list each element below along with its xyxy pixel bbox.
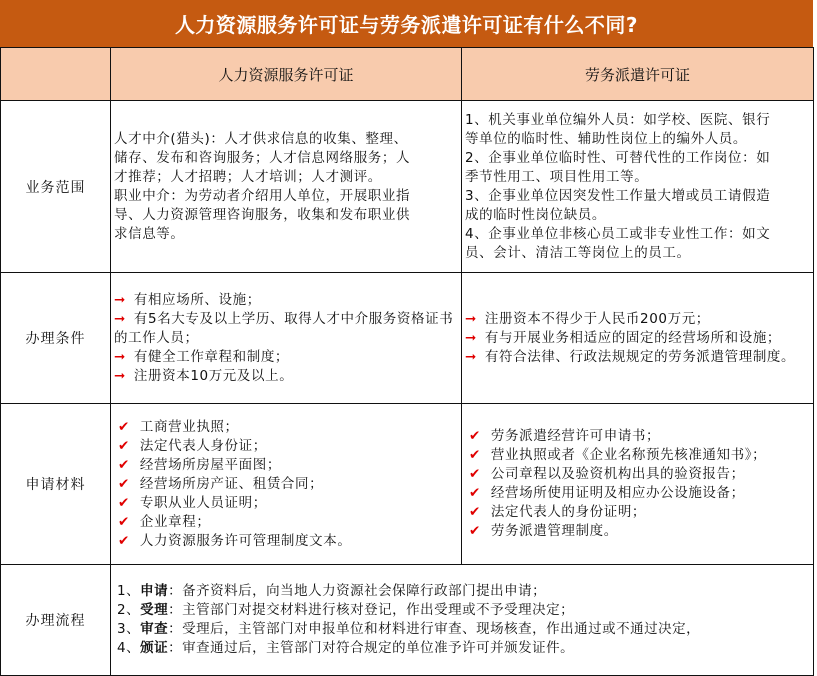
conditions-dispatch-cell bbox=[462, 273, 814, 404]
process-step: 3、审查：受理后，主管部门对申报单位和材料进行审查、现场核查，作出通过或不通过决定， bbox=[117, 621, 701, 637]
arrow-right-icon: ➞ bbox=[465, 348, 477, 365]
checkmark-icon: ✔ bbox=[118, 475, 130, 492]
list-item: ✔ 营业执照或者《企业名称预先核准通知书》； bbox=[469, 447, 767, 463]
text-line: 等单位的临时性、辅助性岗位上的编外人员。 bbox=[465, 130, 747, 147]
checkmark-icon: ✔ bbox=[469, 466, 481, 482]
checkmark-icon: ✔ bbox=[469, 485, 481, 501]
text-line: 3、企事业单位因突发性工作量大增或员工请假造 bbox=[465, 187, 771, 204]
text-line: 1、机关事业单位编外人员：如学校、医院、银行 bbox=[465, 111, 771, 128]
table-header-row bbox=[1, 48, 814, 101]
list-item: ✔ 经营场所使用证明及相应办公设施设备； bbox=[469, 485, 745, 501]
list-item: ✔ 经营场所房产证、租赁合同； bbox=[118, 475, 324, 492]
text-line: 2、企事业单位临时性、可替代性的工作岗位：如 bbox=[465, 149, 771, 166]
row-label: 业务范围 bbox=[1, 101, 111, 273]
conditions-hr-cell bbox=[111, 273, 462, 404]
list-item: ✔ 经营场所房屋平面图； bbox=[118, 456, 281, 473]
text-line: 成的临时性岗位缺员。 bbox=[465, 206, 606, 223]
text-line: 求信息等。 bbox=[114, 225, 185, 242]
step-name: 颁证 bbox=[140, 640, 169, 656]
checkmark-icon: ✔ bbox=[118, 418, 130, 435]
text-line: 才推荐；人才招聘；人才培训；人才测评。 bbox=[114, 168, 382, 185]
text-line: 导、人力资源管理咨询服务，收集和发布职业供 bbox=[114, 206, 411, 223]
checkmark-icon: ✔ bbox=[118, 513, 130, 530]
table-row-conditions bbox=[1, 273, 814, 404]
list-item: ➞ 有相应场所、设施； bbox=[114, 291, 261, 308]
header-dispatch-license: 劳务派遣许可证 bbox=[462, 48, 814, 101]
list-item: ✔ 人力资源服务许可管理制度文本。 bbox=[118, 532, 352, 549]
row-label: 办理流程 bbox=[1, 565, 111, 676]
materials-hr-cell bbox=[111, 404, 462, 565]
materials-dispatch-cell bbox=[462, 404, 814, 565]
step-name: 审查 bbox=[140, 621, 169, 637]
arrow-right-icon: ➞ bbox=[465, 329, 477, 346]
list-item: ➞ 有符合法律、行政法规规定的劳务派遣管理制度。 bbox=[465, 348, 796, 365]
list-item: ➞ 有与开展业务相适应的固定的经营场所和设施； bbox=[465, 329, 782, 346]
text-line: 季节性用工、项目性用工等。 bbox=[465, 168, 649, 185]
list-item: ✔ 工商营业执照； bbox=[118, 418, 239, 435]
row-label: 办理条件 bbox=[1, 273, 111, 404]
text-line: 储存、发布和咨询服务；人才信息网络服务；人 bbox=[114, 149, 411, 166]
process-step: 4、颁证：审查通过后，主管部门对符合规定的单位准予许可并颁发证件。 bbox=[117, 640, 575, 656]
table-row-process bbox=[1, 565, 814, 676]
process-step: 1、申请：备齐资料后，向当地人力资源社会保障行政部门提出申请； bbox=[117, 583, 547, 599]
text-line: 员、会计、清洁工等岗位上的员工。 bbox=[465, 244, 691, 261]
comparison-table bbox=[0, 47, 814, 676]
text-line: 职业中介：为劳动者介绍用人单位，开展职业指 bbox=[114, 187, 411, 204]
list-item: ✔ 专职从业人员证明； bbox=[118, 494, 267, 511]
page-title: 人力资源服务许可证与劳务派遣许可证有什么不同? bbox=[0, 0, 813, 47]
process-cell bbox=[111, 565, 814, 676]
checkmark-icon: ✔ bbox=[469, 428, 481, 444]
step-name: 申请 bbox=[140, 583, 169, 599]
arrow-right-icon: ➞ bbox=[114, 291, 126, 308]
list-item: ✔ 劳务派遣经营许可申请书； bbox=[469, 428, 661, 444]
header-hr-license: 人力资源服务许可证 bbox=[111, 48, 462, 101]
arrow-right-icon: ➞ bbox=[465, 310, 477, 327]
checkmark-icon: ✔ bbox=[469, 504, 481, 520]
arrow-right-icon: ➞ bbox=[114, 367, 126, 384]
checkmark-icon: ✔ bbox=[118, 532, 130, 549]
list-item: ✔ 企业章程； bbox=[118, 513, 211, 530]
process-step: 2、受理：主管部门对提交材料进行核对登记，作出受理或不予受理决定； bbox=[117, 602, 575, 618]
list-item: ✔ 法定代表人的身份证明； bbox=[469, 504, 647, 520]
checkmark-icon: ✔ bbox=[469, 523, 481, 539]
row-label: 申请材料 bbox=[1, 404, 111, 565]
step-name: 受理 bbox=[140, 602, 169, 618]
checkmark-icon: ✔ bbox=[118, 494, 130, 511]
list-item: ➞ 注册资本10万元及以上。 bbox=[114, 367, 294, 384]
list-item: ✔ 劳务派遣管理制度。 bbox=[469, 523, 618, 539]
list-item: ➞ 有5名大专及以上学历、取得人才中介服务资格证书的工作人员； bbox=[114, 310, 454, 346]
header-blank-cell bbox=[1, 48, 111, 101]
scope-dispatch-cell bbox=[462, 101, 814, 273]
arrow-right-icon: ➞ bbox=[114, 310, 126, 327]
checkmark-icon: ✔ bbox=[469, 447, 481, 463]
table-row-materials bbox=[1, 404, 814, 565]
table-row-scope bbox=[1, 101, 814, 273]
list-item: ✔ 公司章程以及验资机构出具的验资报告； bbox=[469, 466, 745, 482]
list-item: ➞ 有健全工作章程和制度； bbox=[114, 348, 290, 365]
text-line: 4、企事业单位非核心员工或非专业性工作：如文 bbox=[465, 225, 771, 242]
list-item: ➞ 注册资本不得少于人民币200万元； bbox=[465, 310, 710, 327]
checkmark-icon: ✔ bbox=[118, 456, 130, 473]
checkmark-icon: ✔ bbox=[118, 437, 130, 454]
list-item: ✔ 法定代表人身份证； bbox=[118, 437, 267, 454]
arrow-right-icon: ➞ bbox=[114, 348, 126, 365]
scope-hr-cell bbox=[111, 101, 462, 273]
text-line: 人才中介(猎头)：人才供求信息的收集、整理、 bbox=[114, 130, 408, 147]
